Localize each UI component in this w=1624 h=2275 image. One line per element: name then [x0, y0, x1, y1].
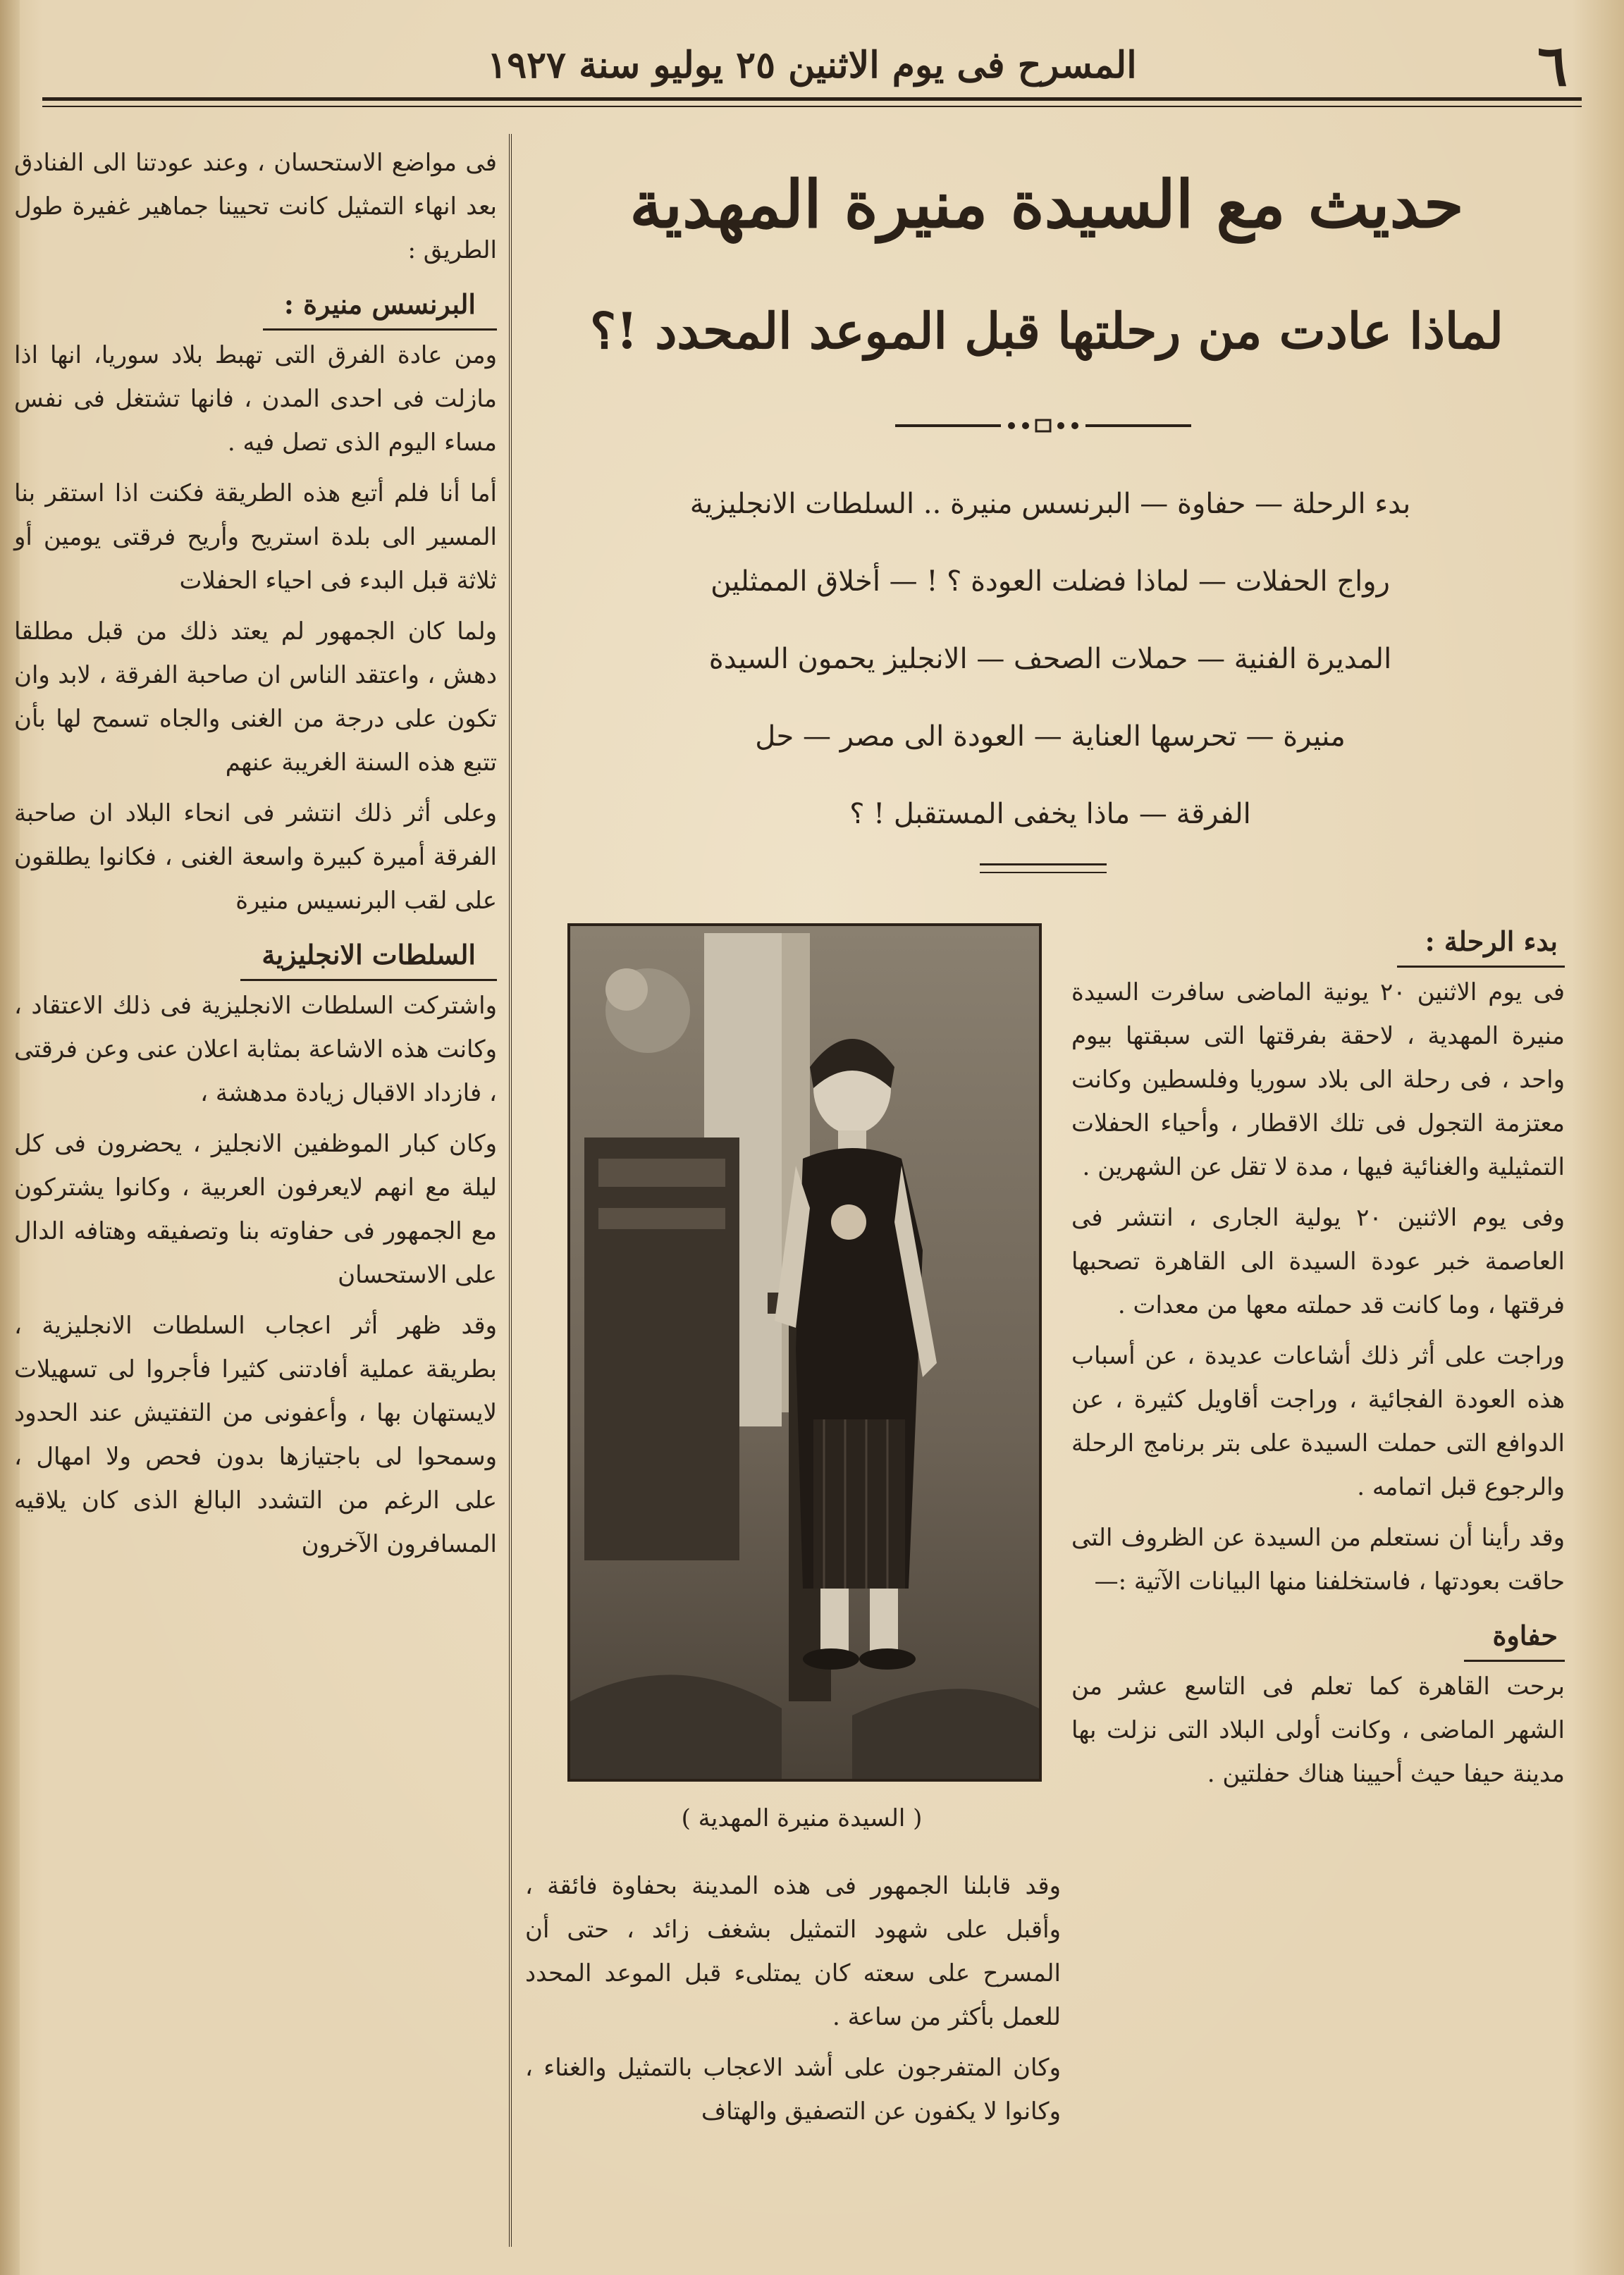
left-column [14, 141, 497, 1573]
paragraph: ولما كان الجمهور لم يعتد ذلك من قبل مطلقا دهش ، واعتقد الناس ان صاحبة الفرقة ، لابد وان تكون على درجة من الغنى والجاه تسمح لها بأن تتبع هذه السنة الغريبة عنهم [14, 617, 497, 777]
paragraph: أما أنا فلم أتبع هذه الطريقة فكنت اذا استقر بنا المسير الى بلدة استريح وأريح فرقتى يومين أو ثلاثة قبل البدء فى احياء الحفلات [14, 479, 497, 595]
ornament-divider [895, 412, 1191, 440]
paragraph: فى يوم الاثنين ٢٠ يونية الماضى سافرت السيدة منيرة المهدية ، لاحقة بفرقتها التى سبقتها بيوم واحد ، فى رحلة الى بلاد سوريا وفلسطين وكانت معتزمة التجول فى تلك الاقطار ، وأحياء الحفلات التمثيلية والغنائية فيها ، مدة لا تقل عن الشهرين . [1071, 978, 1565, 1181]
portrait-illustration [570, 926, 1039, 1779]
paragraph: وكان كبار الموظفين الانجليز ، يحضرون فى كل ليلة مع انهم لايعرفون العربية ، وكانوا يشتركون مع الجمهور فى حفاوته بنا وتصفيقه وهتافه الدال على الاستحسان [14, 1130, 497, 1289]
summary-line: بدء الرحلة — حفاوة — البرنسس منيرة .. السلطات الانجليزية [689, 488, 1411, 520]
middle-column [525, 1864, 1061, 2140]
column-divider [509, 134, 512, 2247]
running-title: المسرح فى يوم الاثنين ٢٥ يوليو سنة ١٩٢٧ [487, 44, 1137, 87]
summary-rule [980, 872, 1107, 873]
photo-caption: ( السيدة منيرة المهدية ) [681, 1804, 923, 1832]
article-headline: حديث مع السيدة منيرة المهدية [629, 166, 1464, 242]
paragraph: وفى يوم الاثنين ٢٠ يولية الجارى ، انتشر فى العاصمة خبر عودة السيدة الى القاهرة تصحبها فرقتها ، وما كانت قد حملته معها من معدات . [1071, 1204, 1565, 1319]
section-heading: البرنسس منيرة : [14, 282, 497, 331]
summary-rule [980, 863, 1107, 865]
paragraph: ومن عادة الفرق التى تهبط بلاد سوريا، انها اذا مازلت فى احدى المدن ، فانها تشتغل فى نفس مساء اليوم الذى تصل فيه . [14, 341, 497, 457]
right-column [1071, 909, 1565, 1803]
page-header [42, 28, 1582, 106]
paragraph: وقد رأينا أن نستعلم من السيدة عن الظروف التى حاقت بعودتها ، فاستخلفنا منها البيانات الآتية :— [1071, 1524, 1565, 1596]
paragraph: وقد قابلنا الجمهور فى هذه المدينة بحفاوة فائقة ، وأقبل على شهود التمثيل بشغف زائد ، حتى أن المسرح على سعته كان يمتلىء قبل الموعد المحدد للعمل بأكثر من ساعة . [525, 1872, 1061, 2031]
portrait-photo [567, 923, 1042, 1782]
summary-line: رواج الحفلات — لماذا فضلت العودة ؟ ! — أخلاق الممثلين [710, 565, 1390, 598]
summary-line: المديرة الفنية — حملات الصحف — الانجليز يحمون السيدة [708, 643, 1392, 675]
paragraph: فى مواضع الاستحسان ، وعند عودتنا الى الفنادق بعد انهاء التمثيل كانت تحيينا جماهير غفيرة طول الطريق : [14, 149, 497, 264]
paragraph: وعلى أثر ذلك انتشر فى انحاء البلاد ان صاحبة الفرقة أميرة كبيرة واسعة الغنى ، فكانوا يطلقون على لقب البرنسيس منيرة [14, 799, 497, 915]
paragraph: واشتركت السلطات الانجليزية فى ذلك الاعتقاد ، وكانت هذه الاشاعة بمثابة اعلان عنى وعن فرقتى ، فازداد الاقبال زيادة مدهشة ، [13, 992, 497, 1107]
paragraph: برحت القاهرة كما تعلم فى التاسع عشر من الشهر الماضى ، وكانت أولى البلاد التى نزلت بها مدينة حيفا حيث أحيينا هناك حفلتين . [1071, 1672, 1565, 1788]
section-heading: بدء الرحلة : [1071, 919, 1565, 968]
article-subheadline: لماذا عادت من رحلتها قبل الموعد المحدد !؟ [590, 302, 1503, 360]
header-rule-thin [42, 106, 1582, 107]
header-rule-thick [42, 97, 1582, 101]
section-heading: السلطات الانجليزية [14, 932, 497, 981]
page-number: ٦ [1537, 32, 1568, 99]
summary-line: الفرقة — ماذا يخفى المستقبل ! ؟ [849, 798, 1251, 830]
summary-line: منيرة — تحرسها العناية — العودة الى مصر — حل [755, 720, 1346, 753]
paragraph: وقد ظهر أثر اعجاب السلطات الانجليزية ، بطريقة عملية أفادتنى كثيرا فأجروا لى تسهيلات لايستهان بها ، وأعفونى من التفتيش عند الحدود وسمحوا لى باجتيازها بدون فحص ولا امهال ، على الرغم من التشدد البالغ الذى كان يلاقيه المسافرون الآخرون [14, 1312, 497, 1558]
section-heading: حفاوة [1071, 1613, 1565, 1662]
paragraph: وكان المتفرجون على أشد الاعجاب بالتمثيل والغناء ، وكانوا لا يكفون عن التصفيق والهتاف [525, 2054, 1061, 2126]
article-summary [536, 465, 1565, 853]
paragraph: وراجت على أثر ذلك أشاعات عديدة ، عن أسباب هذه العودة الفجائية ، وراجت أقاويل كثيرة ، عن الدوافع التى حملت السيدة على بتر برنامج الرحلة والرجوع قبل اتمامه . [1071, 1342, 1565, 1501]
